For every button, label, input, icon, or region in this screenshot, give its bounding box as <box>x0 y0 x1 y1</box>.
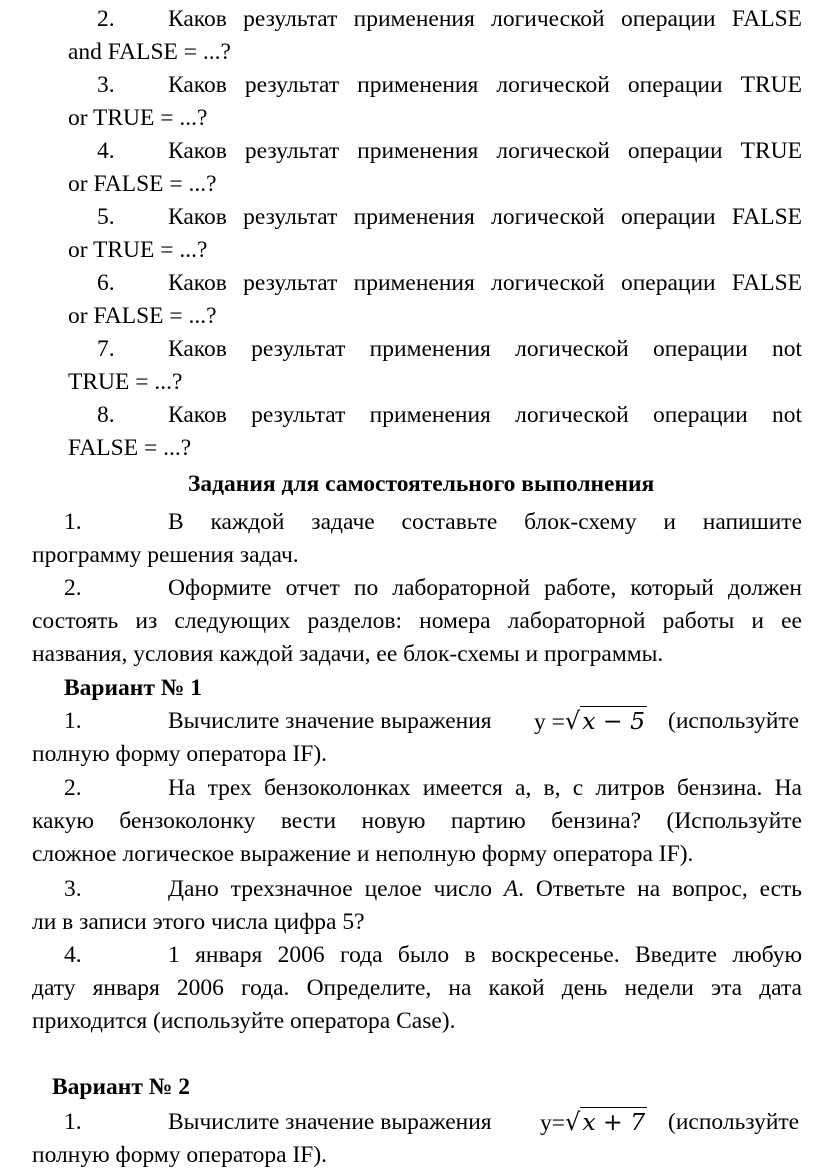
question-number: 4. <box>97 138 115 164</box>
square-root-icon: √x + 7 <box>565 1108 646 1136</box>
variant-1-task-2-number: 2. <box>64 775 82 801</box>
variant-1-heading: Вариант № 1 <box>64 675 202 701</box>
variant-1-task-3-var: A <box>503 876 519 902</box>
self-tasks-heading: Задания для самостоятельного выполнения <box>188 471 655 497</box>
variant-1-radicand: x − 5 <box>582 707 646 735</box>
question-line-1: Каков результат применения логической операции TRUE <box>168 72 802 98</box>
variant-1-task-1-prefix: Вычислите значение выражения <box>168 708 492 734</box>
variant-2-task-1-prefix: Вычислите значение выражения <box>168 1109 492 1135</box>
self-task-1-line-2: программу решения задач. <box>32 542 299 568</box>
square-root-icon: √x − 5 <box>564 707 646 735</box>
question-line-2: TRUE = ...? <box>68 369 183 395</box>
variant-1-task-3-line-2: ли в записи этого числа цифра 5? <box>32 909 365 935</box>
variant-1-task-4-line-3: приходится (используйте оператора Case). <box>32 1008 456 1034</box>
variant-2-formula-y: y= <box>540 1110 566 1136</box>
variant-1-task-3-text-b: . Ответьте на вопрос, есть <box>518 876 802 902</box>
question-line-2: or TRUE = ...? <box>68 237 208 263</box>
variant-2-heading: Вариант № 2 <box>52 1074 190 1100</box>
variant-1-task-2-line-2: какую бензоколонку вести новую партию бензина? (Используйте <box>32 808 802 834</box>
question-line-1: Каков результат применения логической операции not <box>168 402 802 428</box>
variant-1-task-1-line-2: полную форму оператора IF). <box>32 741 328 767</box>
question-line-1: Каков результат применения логической операции not <box>168 336 802 362</box>
variant-1-task-3-number: 3. <box>64 876 82 902</box>
variant-1-task-4-line-1: 1 января 2006 года было в воскресенье. Введите любую <box>168 942 802 968</box>
question-number: 3. <box>97 72 115 98</box>
self-task-2-line-2: состоять из следующих разделов: номера лабораторной работы и ее <box>32 608 802 634</box>
variant-2-task-1-number: 1. <box>64 1109 82 1135</box>
self-task-2-number: 2. <box>64 575 82 601</box>
question-number: 8. <box>97 402 115 428</box>
question-number: 5. <box>97 204 115 230</box>
question-line-2: or FALSE = ...? <box>68 303 217 329</box>
question-line-2: or FALSE = ...? <box>68 171 217 197</box>
variant-2-task-1-line-2: полную форму оператора IF). <box>32 1142 328 1168</box>
self-task-1-line-1: В каждой задаче составьте блок-схему и напишите <box>168 509 802 535</box>
question-line-1: Каков результат применения логической операции FALSE <box>168 270 802 296</box>
question-line-2: or TRUE = ...? <box>68 105 208 131</box>
question-line-1: Каков результат применения логической операции FALSE <box>168 204 802 230</box>
variant-2-formula <box>540 1105 647 1140</box>
variant-1-task-2-line-3: сложное логическое выражение и неполную форму оператора IF). <box>32 841 694 867</box>
question-number: 2. <box>97 6 115 32</box>
variant-1-task-4-number: 4. <box>64 942 82 968</box>
self-task-2-line-3: названия, условия каждой задачи, ее блок-схемы и программы. <box>32 641 664 667</box>
variant-1-task-1-number: 1. <box>64 708 82 734</box>
self-task-1-number: 1. <box>64 509 82 535</box>
question-line-1: Каков результат применения логической операции FALSE <box>168 6 802 32</box>
question-line-2: and FALSE = ...? <box>68 39 231 65</box>
question-number: 7. <box>97 336 115 362</box>
variant-1-task-3-line-1 <box>168 872 802 906</box>
variant-1-task-1-suffix: (используйте <box>668 708 800 734</box>
question-line-1: Каков результат применения логической операции TRUE <box>168 138 802 164</box>
variant-2-radicand: x + 7 <box>582 1108 646 1136</box>
variant-1-formula-y: y = <box>534 709 565 735</box>
self-task-2-line-1: Оформите отчет по лабораторной работе, который должен <box>168 575 802 601</box>
question-line-2: FALSE = ...? <box>68 435 192 461</box>
variant-1-task-3-text-a: Дано трехзначное целое число <box>168 876 504 902</box>
variant-1-task-4-line-2: дату января 2006 года. Определите, на какой день недели эта дата <box>32 975 802 1001</box>
question-number: 6. <box>97 270 115 296</box>
variant-1-task-2-line-1: На трех бензоколонках имеется а, в, с литров бензина. На <box>168 775 802 801</box>
variant-2-task-1-suffix: (используйте <box>668 1109 800 1135</box>
variant-1-formula <box>534 704 647 739</box>
